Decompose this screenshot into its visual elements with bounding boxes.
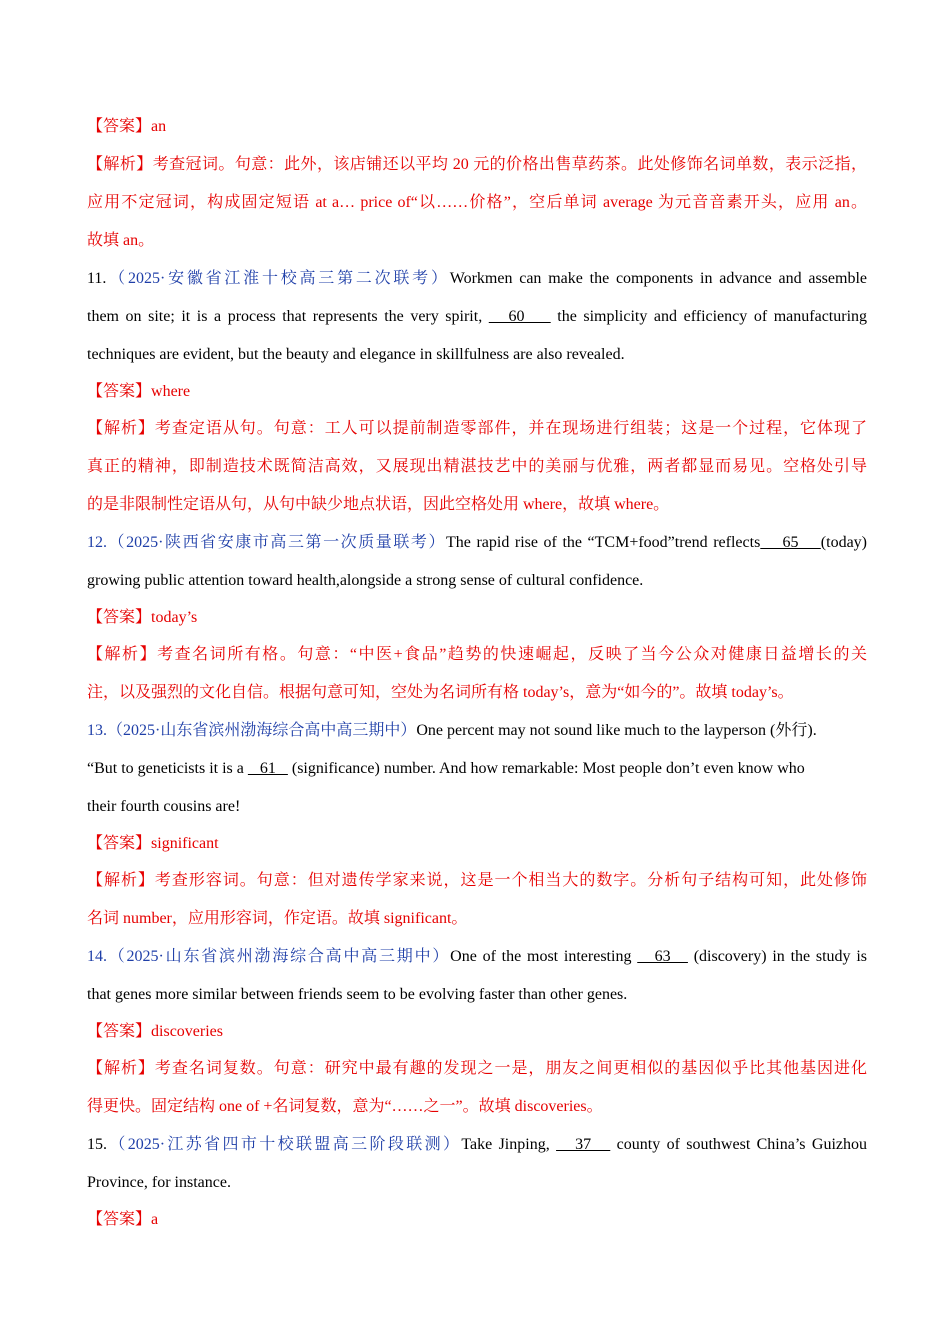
question-11-line: 11.（2025·安徽省江淮十校高三第二次联考）Workmen can make the components in advance and assemble [87,270,867,287]
analysis-line: 注，以及强烈的文化自信。根据句意可知，空处为名词所有格 today’s，意为“如今的”。故填 today’s。 [87,684,794,701]
answer-line: 【答案】discoveries [87,1023,223,1040]
document-page [87,108,867,1238]
question-14-line: 14.（2025·山东省滨州渤海综合高中高三期中）One of the most interesting 63 (discovery) in the study is [87,948,867,965]
question-11-line: techniques are evident, but the beauty and elegance in skillfulness are also revealed. [87,346,625,363]
analysis-line: 故填 an。 [87,232,155,249]
analysis-line: 名词 number，应用形容词，作定语。故填 significant。 [87,910,468,927]
answer-line: 【答案】a [87,1211,159,1228]
analysis-line: 的是非限制性定语从句，从句中缺少地点状语，因此空格处用 where，故填 where。 [87,496,670,513]
answer-blank: 37 [556,1136,611,1153]
question-12-line: growing public attention toward health,alongside a strong sense of cultural confidence. [87,572,644,589]
analysis-line: 【解析】考查名词复数。句意：研究中最有趣的发现之一是，朋友之间更相似的基因似乎比其他基因进化 [87,1060,867,1077]
question-12-line: 12.（2025·陕西省安康市高三第一次质量联考）The rapid rise of the “TCM+food”trend reflects 65 (today) [87,534,867,551]
analysis-line: 【解析】考查名词所有格。句意：“中医+食品”趋势的快速崛起，反映了当今公众对健康日益增长的关 [87,646,867,663]
answer-line: 【答案】an [87,118,167,135]
question-source: （2025·江苏省四市十校联盟高三阶段联测） [107,1136,462,1153]
answer-blank: 63 [637,948,688,965]
analysis-line: 【解析】考查冠词。句意：此外，该店铺还以平均 20 元的价格出售草药茶。此处修饰名词单数，表示泛指， [87,156,867,173]
question-15-line: Province, for instance. [87,1174,231,1191]
analysis-line: 真正的精神，即制造技术既简洁高效，又展现出精湛技艺中的美丽与优雅，两者都显而易见。空格处引导 [87,458,867,475]
question-source: （2025·山东省滨州渤海综合高中高三期中） [107,948,451,965]
question-source: （2025·山东省滨州渤海综合高中高三期中） [107,722,417,739]
analysis-line: 得更快。固定结构 one of +名词复数，意为“……之一”。故填 discoveries。 [87,1098,603,1115]
answer-blank: 61 [247,760,288,777]
question-11-line: them on site; it is a process that represents the very spirit, 60 the simplicity and efficiency of manufacturing [87,308,867,325]
answer-line: 【答案】today’s [87,609,198,626]
analysis-line: 【解析】考查形容词。句意：但对遗传学家来说，这是一个相当大的数字。分析句子结构可知，此处修饰 [87,872,867,889]
question-source: （2025·安徽省江淮十校高三第二次联考） [106,270,450,287]
analysis-line: 【解析】考查定语从句。句意：工人可以提前制造零部件，并在现场进行组装；这是一个过程，它体现了 [87,420,867,437]
question-13-line: “But to geneticists it is a 61 (significance) number. And how remarkable: Most people don’t even know who [87,760,805,777]
question-13-line: 13.（2025·山东省滨州渤海综合高中高三期中）One percent may not sound like much to the layperson (外行). [87,722,817,739]
answer-blank: 60 [488,308,551,325]
analysis-line: 应用不定冠词，构成固定短语 at a… price of“以……价格”，空后单词 average 为元音音素开头，应用 an。 [87,194,867,211]
answer-line: 【答案】significant [87,835,219,852]
answer-blank: 65 [760,534,821,551]
question-source: （2025·陕西省安康市高三第一次质量联考） [107,534,447,551]
answer-line: 【答案】where [87,383,191,400]
question-13-line: their fourth cousins are! [87,798,241,815]
question-14-line: that genes more similar between friends seem to be evolving faster than other genes. [87,986,628,1003]
question-15-line: 15.（2025·江苏省四市十校联盟高三阶段联测）Take Jinping, 37 county of southwest China’s Guizhou [87,1136,867,1153]
